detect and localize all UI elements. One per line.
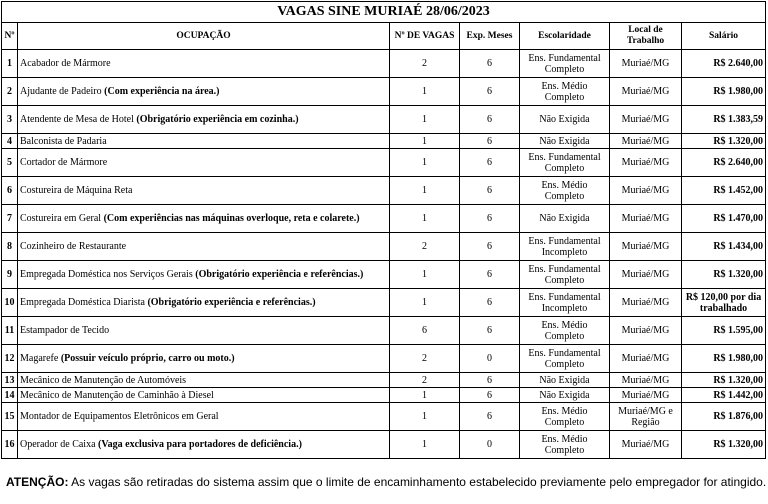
experience-cell: 6 [460, 373, 520, 388]
table-row [2, 261, 766, 289]
education-cell: Ens. Fundamental Completo [520, 149, 610, 177]
occupation-cell [18, 403, 390, 431]
occupation-cell [18, 345, 390, 373]
row-number: 16 [2, 431, 18, 459]
experience-cell: 6 [460, 289, 520, 317]
occupation-cell [18, 388, 390, 403]
occupation-cell [18, 106, 390, 134]
location-cell: Muriaé/MG e Região [610, 403, 682, 431]
salary-cell: R$ 1.320,00 [682, 431, 766, 459]
vacancies-cell: 1 [390, 205, 460, 233]
table-row [2, 373, 766, 388]
experience-cell: 6 [460, 233, 520, 261]
location-cell: Muriaé/MG [610, 149, 682, 177]
location-cell: Muriaé/MG [610, 177, 682, 205]
occupation-note: (Com experiências nas máquinas overloque, reta e colarete.) [103, 213, 360, 224]
salary-cell: R$ 1.320,00 [682, 261, 766, 289]
row-number: 2 [2, 78, 18, 106]
education-cell: Ens. Médio Completo [520, 431, 610, 459]
occupation-note: (Com experiência na área.) [104, 86, 220, 97]
occupation-name: Magarefe [20, 353, 61, 364]
salary-cell: R$ 1.980,00 [682, 78, 766, 106]
occupation-cell [18, 431, 390, 459]
table-row [2, 50, 766, 78]
table-row [2, 345, 766, 373]
experience-cell: 6 [460, 149, 520, 177]
row-number: 4 [2, 134, 18, 149]
vacancies-cell: 1 [390, 78, 460, 106]
footer-notice [6, 475, 767, 489]
occupation-name: Operador de Caixa [20, 439, 99, 450]
experience-cell: 6 [460, 205, 520, 233]
experience-cell: 6 [460, 177, 520, 205]
vacancy-table [1, 1, 766, 459]
occupation-name: Mecânico de Manutenção de Caminhão à Diesel [20, 389, 214, 401]
table-row [2, 78, 766, 106]
location-cell: Muriaé/MG [610, 345, 682, 373]
row-number: 6 [2, 177, 18, 205]
footer-text: As vagas são retiradas do sistema assim que o limite de encaminhamento estabelecido previamente pelo empregador for atingido. [68, 475, 767, 489]
location-cell: Muriaé/MG [610, 388, 682, 403]
vacancies-cell: 2 [390, 233, 460, 261]
header-location: Local de Trabalho [610, 23, 682, 50]
occupation-cell [18, 233, 390, 261]
occupation-note: (Obrigatório experiência e referências.) [195, 269, 364, 280]
row-number: 8 [2, 233, 18, 261]
vacancies-cell: 1 [390, 403, 460, 431]
vacancies-cell: 2 [390, 345, 460, 373]
occupation-cell [18, 205, 390, 233]
experience-cell: 6 [460, 403, 520, 431]
occupation-cell [18, 149, 390, 177]
education-cell: Não Exigida [520, 388, 610, 403]
location-cell: Muriaé/MG [610, 134, 682, 149]
salary-cell: R$ 1.470,00 [682, 205, 766, 233]
row-number: 7 [2, 205, 18, 233]
experience-cell: 6 [460, 78, 520, 106]
row-number: 12 [2, 345, 18, 373]
row-number: 15 [2, 403, 18, 431]
table-row [2, 317, 766, 345]
education-cell: Ens. Médio Completo [520, 317, 610, 345]
experience-cell: 6 [460, 106, 520, 134]
occupation-cell [18, 78, 390, 106]
header-education: Escolaridade [520, 23, 610, 50]
education-cell: Ens. Médio Completo [520, 177, 610, 205]
header-experience: Exp. Meses [460, 23, 520, 50]
experience-cell: 6 [460, 134, 520, 149]
vacancies-cell: 1 [390, 149, 460, 177]
vacancies-cell: 6 [390, 317, 460, 345]
vacancies-cell: 1 [390, 177, 460, 205]
salary-cell: R$ 1.383,59 [682, 106, 766, 134]
salary-cell: R$ 1.320,00 [682, 134, 766, 149]
salary-cell: R$ 1.595,00 [682, 317, 766, 345]
salary-cell: R$ 2.640,00 [682, 50, 766, 78]
occupation-name: Estampador de Tecido [20, 325, 110, 336]
table-row [2, 205, 766, 233]
occupation-note: (Vaga exclusiva para portadores de deficiência.) [98, 439, 302, 450]
vacancies-cell: 1 [390, 289, 460, 317]
occupation-cell [18, 50, 390, 78]
education-cell: Ens. Médio Completo [520, 78, 610, 106]
vacancies-cell: 1 [390, 388, 460, 403]
vacancies-cell: 2 [390, 373, 460, 388]
occupation-note: (Obrigatório experiência e referências.) [147, 297, 316, 308]
occupation-name: Ajudante de Padeiro [20, 86, 105, 97]
vacancies-cell: 2 [390, 50, 460, 78]
education-cell: Ens. Médio Completo [520, 403, 610, 431]
salary-cell: R$ 1.980,00 [682, 345, 766, 373]
occupation-note: (Possuir veículo próprio, carro ou moto.) [60, 353, 235, 364]
occupation-name: Cozinheiro de Restaurante [20, 241, 127, 252]
vacancies-cell: 1 [390, 261, 460, 289]
salary-cell: R$ 120,00 por dia trabalhado [682, 289, 766, 317]
vacancies-cell: 1 [390, 431, 460, 459]
table-row [2, 403, 766, 431]
occupation-cell [18, 134, 390, 149]
occupation-name: Costureira de Máquina Reta [20, 185, 133, 196]
education-cell: Não Exigida [520, 134, 610, 149]
header-occupation: OCUPAÇÃO [18, 23, 390, 50]
occupation-cell [18, 373, 390, 388]
occupation-cell [18, 261, 390, 289]
occupation-cell [18, 317, 390, 345]
occupation-name: Empregada Doméstica Diarista [20, 297, 148, 308]
location-cell: Muriaé/MG [610, 233, 682, 261]
experience-cell: 6 [460, 261, 520, 289]
table-row [2, 149, 766, 177]
row-number: 1 [2, 50, 18, 78]
salary-cell: R$ 2.640,00 [682, 149, 766, 177]
row-number: 10 [2, 289, 18, 317]
experience-cell: 0 [460, 345, 520, 373]
table-body [2, 50, 766, 459]
occupation-name: Atendente de Mesa de Hotel [20, 114, 137, 125]
location-cell: Muriaé/MG [610, 373, 682, 388]
occupation-name: Mecânico de Manutenção de Automóveis [20, 374, 187, 386]
header-salary: Salário [682, 23, 766, 50]
page-title: VAGAS SINE MURIAÉ 28/06/2023 [2, 2, 766, 23]
header-row [2, 23, 766, 50]
occupation-cell [18, 289, 390, 317]
education-cell: Não Exigida [520, 205, 610, 233]
row-number: 5 [2, 149, 18, 177]
location-cell: Muriaé/MG [610, 431, 682, 459]
location-cell: Muriaé/MG [610, 78, 682, 106]
header-vacancies: Nº DE VAGAS [390, 23, 460, 50]
occupation-note: (Obrigatório experiência em cozinha.) [136, 114, 299, 125]
location-cell: Muriaé/MG [610, 205, 682, 233]
table-row [2, 233, 766, 261]
row-number: 13 [2, 373, 18, 388]
row-number: 9 [2, 261, 18, 289]
occupation-name: Balconista de Padaria [20, 135, 107, 147]
table-row [2, 289, 766, 317]
occupation-name: Acabador de Mármore [20, 58, 111, 69]
row-number: 14 [2, 388, 18, 403]
row-number: 3 [2, 106, 18, 134]
location-cell: Muriaé/MG [610, 106, 682, 134]
table-row [2, 106, 766, 134]
occupation-name: Costureira em Geral [20, 213, 104, 224]
vacancies-cell: 1 [390, 134, 460, 149]
education-cell: Ens. Fundamental Completo [520, 345, 610, 373]
education-cell: Não Exigida [520, 373, 610, 388]
experience-cell: 6 [460, 317, 520, 345]
occupation-name: Empregada Doméstica nos Serviços Gerais [20, 269, 196, 280]
salary-cell: R$ 1.452,00 [682, 177, 766, 205]
row-number: 11 [2, 317, 18, 345]
location-cell: Muriaé/MG [610, 289, 682, 317]
table-row [2, 388, 766, 403]
table-row [2, 431, 766, 459]
location-cell: Muriaé/MG [610, 50, 682, 78]
salary-cell: R$ 1.442,00 [682, 388, 766, 403]
experience-cell: 6 [460, 388, 520, 403]
footer-label: ATENÇÃO: [6, 475, 69, 489]
occupation-cell [18, 177, 390, 205]
table-row [2, 134, 766, 149]
education-cell: Ens. Fundamental Completo [520, 50, 610, 78]
salary-cell: R$ 1.876,00 [682, 403, 766, 431]
salary-cell: R$ 1.320,00 [682, 373, 766, 388]
header-num: Nº [2, 23, 18, 50]
location-cell: Muriaé/MG [610, 317, 682, 345]
occupation-name: Montador de Equipamentos Eletrônicos em Geral [20, 411, 219, 422]
education-cell: Ens. Fundamental Incompleto [520, 289, 610, 317]
experience-cell: 6 [460, 50, 520, 78]
education-cell: Ens. Fundamental Incompleto [520, 233, 610, 261]
salary-cell: R$ 1.434,00 [682, 233, 766, 261]
vacancies-cell: 1 [390, 106, 460, 134]
education-cell: Ens. Fundamental Completo [520, 261, 610, 289]
occupation-name: Cortador de Mármore [20, 157, 108, 168]
table-row [2, 177, 766, 205]
experience-cell: 0 [460, 431, 520, 459]
location-cell: Muriaé/MG [610, 261, 682, 289]
education-cell: Não Exigida [520, 106, 610, 134]
